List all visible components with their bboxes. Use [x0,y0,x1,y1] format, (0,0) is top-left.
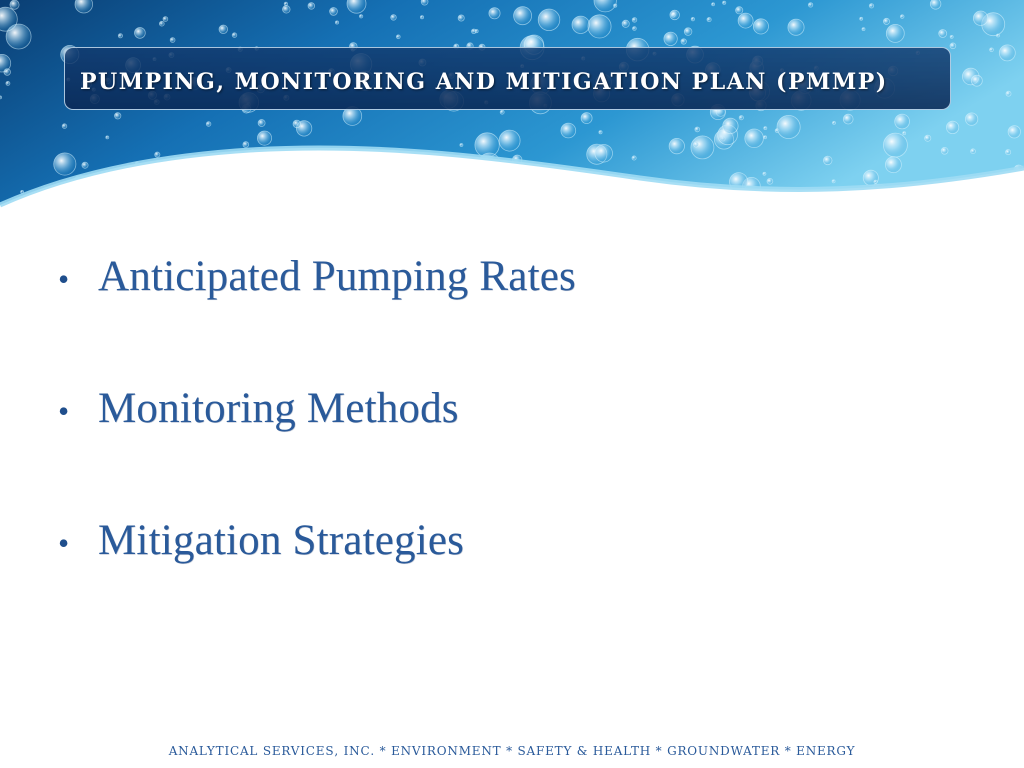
bubble [284,2,287,5]
bubble [633,27,637,31]
bubble [788,19,804,35]
bubble [885,157,901,173]
bubble [753,19,768,34]
bubble [402,163,407,168]
bubble [971,75,982,86]
bubble [570,189,577,196]
bubble [391,15,397,21]
bubble [736,7,743,14]
bubble [808,3,812,7]
slide-title: pumping, monitoring and mitigation plan (pmmp) [80,60,888,97]
bubble [428,181,446,199]
bubble [739,116,743,120]
bubble [664,32,677,45]
bubble [941,147,948,154]
bubble [294,153,312,171]
bubble [115,113,121,119]
bubble [6,81,10,85]
bubble [883,133,907,157]
bubble [745,129,764,148]
bubble [695,127,700,132]
bubble [10,0,19,9]
bubble [900,15,904,19]
bubble [257,131,271,145]
bubble [903,132,906,135]
bubble [234,165,237,168]
bubble [833,121,836,124]
bubble [335,21,338,24]
bubble [243,142,249,148]
bubble [883,18,889,24]
bubble [930,0,941,9]
bubble [82,162,88,168]
bubble [599,131,602,134]
bubble [999,45,1015,61]
bubble [181,161,194,174]
bubble [973,11,987,25]
bubble [990,48,994,52]
bubble [723,1,726,4]
bubble [860,17,863,20]
bubble [257,151,278,172]
bubble [135,28,146,39]
bubble [581,113,592,124]
bubble [925,135,931,141]
bubble [823,156,832,165]
bubble [268,171,290,193]
bubble [500,110,504,114]
bubble [895,114,910,129]
bubble [489,8,500,19]
bubble [488,194,491,197]
bubble [499,130,520,151]
bubble [534,193,537,196]
bullet-icon: • [58,261,70,297]
bubble [777,115,800,138]
bubble [420,16,423,19]
bubble [595,145,613,163]
bubble [723,118,738,133]
bubble [803,195,810,202]
bubble [950,43,956,49]
bullet-list [58,252,576,648]
bubble [832,180,835,183]
bubble [62,124,67,129]
bubble [588,15,611,38]
bubble [950,35,953,38]
bubble [767,178,773,184]
bubble [763,172,766,175]
bubble [396,35,400,39]
bubble [549,189,567,207]
bubble [764,127,767,130]
bubble [764,136,767,139]
bullet-item [58,516,576,648]
bubble [874,180,877,183]
bubble [669,138,684,153]
bubble [712,3,715,6]
bubble [862,28,865,31]
bubble [939,30,947,38]
bubble [915,195,918,198]
bubble [330,7,338,15]
bubble [622,20,629,27]
bullet-text: Mitigation Strategies [98,517,465,564]
bubble [466,190,472,196]
bubble [946,121,958,133]
bubble [572,16,589,33]
bubble [359,15,362,18]
bubble [54,153,76,175]
bubble [538,9,560,31]
bubble [1006,150,1011,155]
bubble [614,4,617,7]
bubble [886,24,904,42]
bubble [232,33,237,38]
bubble [561,123,576,138]
bubble [681,39,686,44]
bubble [869,4,873,8]
bubble [460,144,463,147]
bubble [971,149,976,154]
bubble [632,156,636,160]
bubble [229,154,233,158]
bubble [501,188,507,194]
bubble [155,152,160,157]
bubble [170,38,175,43]
bubble [258,120,265,127]
title-box [64,47,951,110]
bubble [475,30,478,33]
bullet-item [58,384,576,516]
bubble [159,21,164,26]
bubble [277,190,280,193]
bullet-item [58,252,576,384]
bubble [163,17,168,22]
bullet-text: Monitoring Methods [98,385,459,432]
bubble [707,18,711,22]
bubble [426,177,429,180]
bubble [239,180,243,184]
bubble [293,120,301,128]
bubble [997,34,1000,37]
bubble [691,136,714,159]
bubble [219,25,228,34]
bubble [632,18,637,23]
bubble [82,189,101,208]
bubble [436,176,444,184]
bullet-text: Anticipated Pumping Rates [98,253,576,300]
bubble [1008,126,1020,138]
bubble [684,28,692,36]
bubble [843,114,853,124]
footer-text: Analytical Services, Inc. * Environment * Safety & Health * Groundwater * Energy [168,740,856,760]
bubble [965,113,977,125]
bubble [106,136,109,139]
bubble [559,175,564,180]
bubble [738,13,753,28]
bullet-icon: • [58,525,70,561]
bubble [421,0,428,5]
bubble [308,3,315,10]
bubble [458,15,464,21]
bubble [694,142,699,147]
bubble [148,180,152,184]
bubble [408,159,419,170]
bubble [526,176,531,181]
bubble [670,10,680,20]
bubble [118,34,122,38]
bubble [206,122,211,127]
bubble [0,96,2,99]
bubble [1006,91,1011,96]
bullet-icon: • [58,393,70,429]
bubble [691,17,694,20]
bubble [283,6,291,14]
bubble [514,7,532,25]
